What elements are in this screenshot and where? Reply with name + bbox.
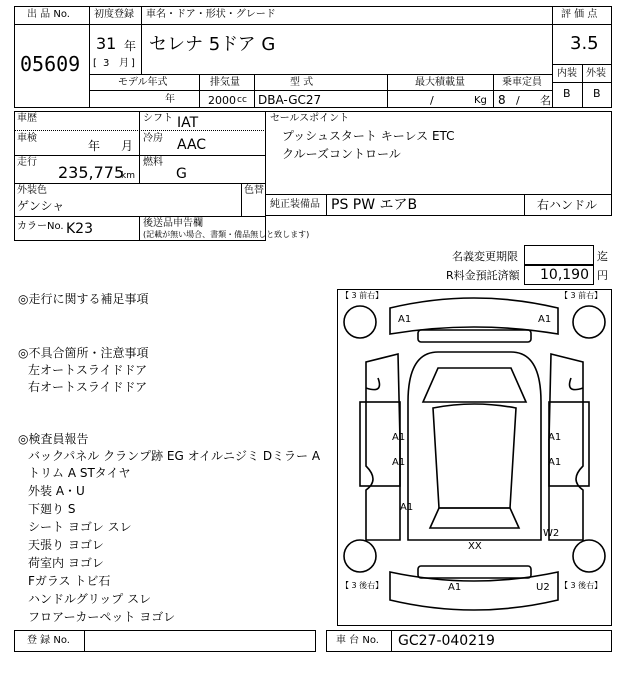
shift-value: IAT bbox=[177, 115, 199, 131]
inspector-item: トリム A STタイヤ bbox=[28, 466, 131, 480]
first-reg-month: 3 bbox=[103, 58, 110, 69]
model-year-label: モデル年式 bbox=[118, 77, 168, 88]
name-change-unit: 迄 bbox=[597, 250, 608, 263]
name-change-label: 名義変更期限 bbox=[452, 250, 518, 263]
exterior-color-label: 外装色 bbox=[17, 185, 47, 196]
damage-mark: A1 bbox=[400, 502, 414, 513]
max-load-sep: / bbox=[430, 94, 434, 107]
exterior-score: B bbox=[593, 87, 601, 100]
type-label: 型 式 bbox=[290, 77, 314, 88]
tire-mark: 【 3 前右】 bbox=[341, 291, 384, 300]
displacement-label: 排気量 bbox=[210, 77, 240, 88]
interior-label: 内装 bbox=[557, 68, 577, 79]
fuel-label: 燃料 bbox=[143, 157, 163, 168]
inspector-item: フロアーカーペット ヨゴレ bbox=[28, 610, 176, 624]
score-label: 評 価 点 bbox=[561, 9, 598, 20]
model-year-unit: 年 bbox=[165, 94, 175, 105]
tire-mark: 【 3 後右】 bbox=[560, 581, 603, 590]
damage-mark: A1 bbox=[398, 314, 412, 325]
inspection-label: 車検 bbox=[17, 133, 37, 144]
capacity-sep: / bbox=[516, 94, 520, 107]
right-side-shape bbox=[549, 354, 583, 540]
standard-equipment-value: PS PW エアB bbox=[331, 197, 418, 213]
color-no-label: カラーNo. bbox=[17, 221, 64, 232]
damage-mark: A1 bbox=[538, 314, 552, 325]
name-change-field bbox=[524, 245, 594, 265]
damage-mark: XX bbox=[468, 541, 482, 552]
color-change-label: 色替 bbox=[244, 185, 264, 196]
damage-mark: A1 bbox=[392, 432, 406, 443]
tire-front-right-icon bbox=[573, 306, 605, 338]
tire-front-left-icon bbox=[344, 306, 376, 338]
sales-points-line1: プッシュスタート キーレス ETC bbox=[282, 129, 455, 143]
chassis-no-label: 車 台 No. bbox=[336, 635, 379, 646]
sales-points-label: セールスポイント bbox=[270, 113, 350, 124]
score-value: 3.5 bbox=[570, 33, 599, 54]
registration-no-label: 登 録 No. bbox=[27, 635, 70, 646]
damage-mark: A1 bbox=[548, 457, 562, 468]
max-load-label: 最大積載量 bbox=[415, 77, 465, 88]
mileage-label: 走行 bbox=[17, 157, 37, 168]
later-equipment-label: 後送品申告欄 bbox=[143, 218, 203, 229]
tire-mark: 【 3 前右】 bbox=[560, 291, 603, 300]
later-equipment-note: (記載が無い場合、書類・備品無しと致します) bbox=[143, 230, 310, 239]
car-name-label: 車名・ドア・形状・グレード bbox=[146, 9, 276, 20]
inspector-item: 外装 A・U bbox=[28, 484, 85, 498]
displacement: 2000 bbox=[208, 94, 236, 107]
mileage-value: 235,775 bbox=[58, 163, 125, 182]
interior-score: B bbox=[563, 87, 571, 100]
inspector-item: バックパネル クランプ跡 EG オイルニジミ Dミラー A bbox=[28, 449, 321, 463]
chassis-no-value: GC27-040219 bbox=[398, 633, 495, 649]
capacity-label: 乗車定員 bbox=[502, 77, 542, 88]
recycle-label: R料金預託済額 bbox=[446, 269, 520, 282]
capacity: 8 bbox=[498, 93, 506, 107]
mileage-unit: km bbox=[121, 171, 135, 181]
model-type: DBA-GC27 bbox=[258, 93, 322, 107]
damage-mark: A1 bbox=[548, 432, 562, 443]
inspector-header: ◎検査員報告 bbox=[18, 432, 89, 446]
handle-position: 右ハンドル bbox=[537, 198, 598, 212]
capacity-unit: 名 bbox=[540, 94, 551, 107]
inspector-item: シート ヨゴレ スレ bbox=[28, 520, 132, 534]
first-reg-month-unit: 月 bbox=[119, 58, 129, 69]
inspector-item: ハンドルグリップ スレ bbox=[28, 592, 152, 606]
color-no-value: K23 bbox=[66, 221, 93, 237]
inspector-item: Fガラス トビ石 bbox=[28, 574, 111, 588]
first-reg-year-unit: 年 bbox=[124, 39, 137, 53]
damage-mark: W2 bbox=[543, 528, 560, 539]
exterior-color-value: ゲンシャ bbox=[17, 199, 65, 213]
defects-header: ◎不具合箇所・注意事項 bbox=[18, 346, 149, 360]
damage-mark: A1 bbox=[448, 582, 462, 593]
rear-plate-shape bbox=[418, 566, 531, 578]
first-reg-label: 初度登録 bbox=[94, 9, 134, 20]
inspector-item: 下廻り S bbox=[28, 502, 76, 516]
lot-number: 05609 bbox=[20, 52, 81, 76]
front-bumper-shape bbox=[390, 298, 558, 334]
roof-shape bbox=[433, 404, 516, 508]
recycle-unit: 円 bbox=[597, 269, 608, 282]
car-name: セレナ 5ドア G bbox=[149, 34, 276, 55]
sales-points-line2: クルーズコントロール bbox=[282, 147, 401, 161]
tire-rear-right-icon bbox=[573, 540, 605, 572]
inspection-year-unit: 年 bbox=[88, 139, 101, 153]
history-label: 車歴 bbox=[17, 113, 37, 124]
inspector-item: 天張り ヨゴレ bbox=[28, 538, 104, 552]
fuel-value: G bbox=[176, 166, 187, 182]
recycle-value: 10,190 bbox=[540, 267, 589, 283]
defect-item: 右オートスライドドア bbox=[28, 380, 148, 394]
windshield-shape bbox=[423, 368, 526, 402]
body-outline-shape bbox=[408, 352, 541, 540]
shift-label: シフト bbox=[143, 113, 173, 124]
displacement-unit: cc bbox=[237, 95, 247, 105]
tire-mark: 【 3 後右】 bbox=[341, 581, 384, 590]
aircon-value: AAC bbox=[177, 137, 207, 153]
left-side-shape bbox=[366, 354, 400, 540]
damage-mark: U2 bbox=[536, 582, 550, 593]
damage-mark: A1 bbox=[392, 457, 406, 468]
aircon-label: 冷房 bbox=[143, 133, 163, 144]
tire-rear-left-icon bbox=[344, 540, 376, 572]
exterior-label: 外装 bbox=[586, 68, 606, 79]
driving-remarks-header: ◎走行に関する補足事項 bbox=[18, 292, 149, 306]
defect-item: 左オートスライドドア bbox=[28, 363, 148, 377]
header-main-box bbox=[89, 6, 553, 108]
vehicle-diagram bbox=[337, 289, 612, 626]
first-reg-year: 31 bbox=[96, 34, 117, 53]
rear-glass-shape bbox=[430, 508, 519, 528]
inspector-item: 荷室内 ヨゴレ bbox=[28, 556, 104, 570]
inspection-month-unit: 月 bbox=[121, 139, 134, 153]
front-grille-shape bbox=[418, 330, 531, 342]
lot-label: 出 品 No. bbox=[27, 9, 70, 20]
standard-equipment-label: 純正装備品 bbox=[270, 199, 320, 210]
max-load-unit: Kg bbox=[474, 95, 487, 106]
